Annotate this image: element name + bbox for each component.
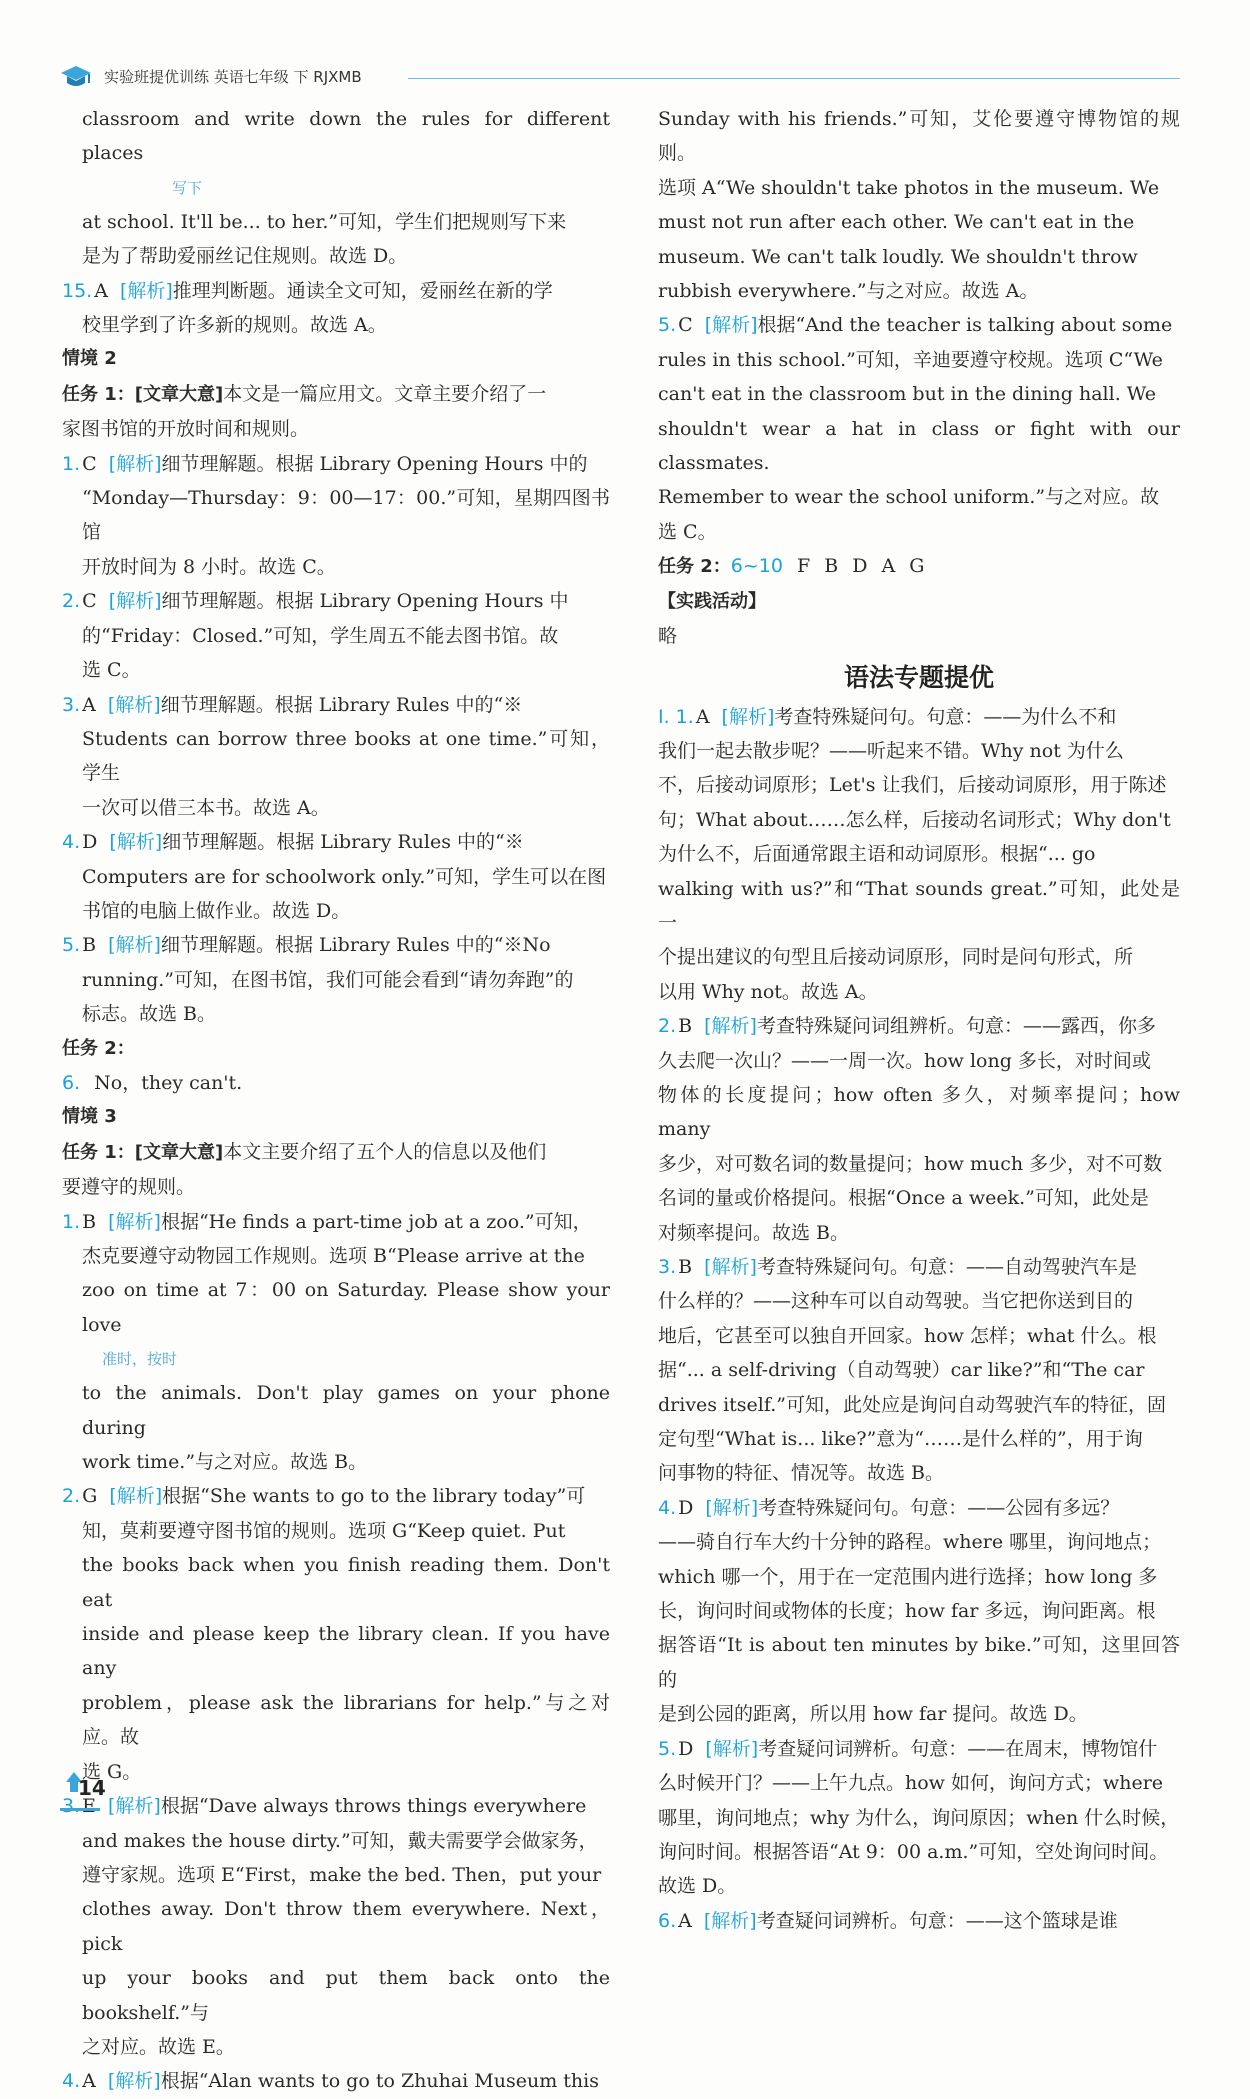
item-number: 3. [62,1795,81,1818]
answer-item [62,825,610,859]
text-line: 杰克要遵守动物园工作规则。选项 B“Please arrive at the [82,1245,585,1267]
text-line: 名词的量或价格提问。根据“Once a week.”可知，此处是 [658,1187,1149,1210]
text-line: 据答语“It is about ten minutes by bike.”可知，这里回答的 [658,1634,1180,1691]
text-line: inside and please keep the library clean. If you have any [82,1623,610,1680]
text-line: 不，后接动词原形；Let's 让我们，后接动词原形，用于陈述 [658,774,1167,797]
text-line: 询问时间。根据答语“At 9：00 a.m.”可知，空处询问时间。 [658,1840,1169,1863]
answer-item [62,1479,610,1513]
text-line: up your books and put them back onto the bookshelf.”与 [82,1967,610,2024]
section-heading: 任务 2： [62,1037,135,1059]
analysis-tag: [解析] [108,590,162,613]
item-answer: C [82,452,97,475]
right-column [658,102,1180,1938]
text-line: Remember to wear the school uniform.”与之对应。故 [658,486,1160,509]
page-header [60,62,1180,92]
item-number: 2. [658,1015,677,1038]
answer-item [62,447,610,481]
item-answer: G [82,1485,98,1508]
item-number: 2. [62,590,81,613]
text-line: shouldn't wear a hat in class or fight with our classmates. [658,417,1180,475]
item-text: 细节理解题。根据 Library Rules 中的“※No [160,934,551,957]
answer-item [62,1066,610,1100]
item-answer: C [82,590,97,613]
text-line: 长，询问时间或物体的长度；how far 多远，询问距离。根 [658,1600,1156,1623]
item-number: 6. [658,1909,677,1932]
text-line: the books back when you finish reading them. Don't eat [82,1554,610,1611]
item-text: 推理判断题。通读全文可知，爱丽丝在新的学 [172,279,553,302]
text-line: 家图书馆的开放时间和规则。 [62,418,310,441]
item-text: 细节理解题。根据 Library Rules 中的“※ [162,831,524,854]
section-heading: 情境 3 [62,1106,117,1128]
text-line: 选 G。 [82,1760,142,1783]
item-answer: B [678,1256,693,1278]
answer-item [658,700,1180,734]
analysis-tag: [解析] [704,1256,757,1278]
text-line: 略 [658,625,678,648]
text-line: 选 C。 [82,659,141,682]
item-number: 2. [62,1485,81,1508]
text-line: 以用 Why not。故选 A。 [658,980,878,1003]
text-line: 久去爬一次山？——一周一次。how long 多长，对时间或 [658,1049,1151,1072]
analysis-tag: [解析] [107,2070,161,2093]
item-text: 根据“And the teacher is talking about some [757,314,1173,337]
task-line [62,377,610,412]
analysis-tag: [解析] [705,1496,759,1519]
task-text: 本文主要介绍了五个人的信息以及他们 [223,1140,547,1163]
answer-item [62,928,610,962]
item-text: 考查疑问词辨析。句意：——这个篮球是谁 [756,1909,1118,1932]
item-number: 6. [62,1071,81,1094]
item-number: 5. [658,314,677,337]
answer-item [62,1789,610,1823]
analysis-tag: [解析] [108,1795,161,1818]
answer-item [62,2064,610,2098]
item-answer: A [82,693,96,716]
analysis-tag: [解析] [108,934,161,957]
item-text: 考查特殊疑问词组辨析。句意：——露西，你多 [756,1015,1156,1038]
text-line: 个提出建议的句型且后接动词原形，同时是问句形式，所 [658,946,1134,969]
text-line: 哪里，询问地点；why 为什么，询问原因；when 什么时候， [658,1806,1180,1829]
text-line: clothes away. Don't throw them everywhere. Next，pick [82,1898,610,1955]
text-line: zoo on time at 7：00 on Saturday. Please show your love [82,1279,610,1336]
handwritten-note: 准时，按时 [102,1350,178,1369]
item-number: 3. [658,1256,677,1278]
item-number: 5. [62,934,81,957]
item-answer: A [695,705,710,728]
analysis-tag: [解析] [108,452,162,475]
text-line: 问事物的特征、情况等。故选 B。 [658,1462,945,1485]
item-number: 4. [62,831,81,854]
text-line: work time.”与之对应。故选 B。 [82,1451,368,1474]
text-line: and makes the house dirty.”可知，戴夫需要学会做家务， [82,1829,598,1852]
text-line: ——骑自行车大约十分钟的路程。where 哪里，询问地点； [658,1531,1162,1554]
item-text: 考查特殊疑问句。句意：——为什么不和 [774,705,1117,728]
item-answer: A [82,2070,96,2093]
text-line: 据“... a self-driving（自动驾驶）car like?”和“The car [658,1359,1145,1382]
text-line: 对频率提问。故选 B。 [658,1221,850,1244]
item-text: 根据“She wants to go to the library today”可 [162,1485,586,1508]
text-line: at school. It'll be... to her.”可知，学生们把规则写下来 [82,210,567,233]
left-column [62,102,610,2099]
answer-item [658,1009,1180,1043]
text-line: 标志。故选 B。 [82,1003,217,1026]
text-line: drives itself.”可知，此处应是询问自动驾驶汽车的特征，固 [658,1393,1166,1416]
item-answer: A [678,1909,692,1932]
page-number-underline [60,1808,100,1811]
task-text: 本文是一篇应用文。文章主要介绍了一 [223,382,547,405]
answer-item [62,274,610,308]
text-line: 校里学到了许多新的规则。故选 A。 [82,314,387,337]
item-text: 考查特殊疑问句。句意：——自动驾驶汽车是 [756,1256,1137,1278]
text-line: running.”可知，在图书馆，我们可能会看到“请勿奔跑”的 [82,968,574,991]
task-subheading: [文章大意] [134,383,224,405]
item-text: 细节理解题。根据 Library Opening Hours 中 [161,590,569,613]
text-line: Sunday with his friends.”可知，艾伦要遵守博物馆的规则。 [658,108,1180,165]
task-line [658,549,1180,584]
analysis-tag: [解析] [108,1210,161,1233]
item-text: No，they can't. [94,1071,243,1094]
section-heading: 【实践活动】 [658,590,766,612]
item-number: 5. [658,1737,677,1760]
item-text: 根据“He finds a part-time job at a zoo.”可知， [160,1210,592,1233]
page-number: 14 [78,1776,106,1800]
answer-item [62,1205,610,1239]
item-answer: B [82,1210,97,1233]
item-answer: D [678,1737,694,1760]
text-line: 我们一起去散步呢？——听起来不错。Why not 为什么 [658,739,1124,762]
task-label: 任务 1： [62,383,135,405]
item-text: 根据“Dave always throws things everywhere [160,1795,587,1818]
item-answer: D [678,1496,694,1519]
answer-item [62,688,610,722]
text-line: “Monday—Thursday：9：00—17：00.”可知，星期四图书馆 [82,487,610,544]
text-line: museum. We can't talk loudly. We shouldn't throw [658,245,1138,268]
text-line: 定句型“What is... like?”意为“……是什么样的”，用于询 [658,1428,1143,1451]
section-title: 语法专题提优 [843,662,994,692]
task-label: 任务 2： [658,556,731,578]
text-line: which 哪一个，用于在一定范围内进行选择；how long 多 [658,1565,1158,1588]
text-line: classroom and write down the rules for different places [82,108,610,165]
text-line: 书馆的电脑上做作业。故选 D。 [82,899,351,922]
section-heading: 情境 2 [62,348,117,370]
task-line [62,1135,610,1170]
text-line: 要遵守的规则。 [62,1176,196,1199]
text-line: 地后，它甚至可以独自开回家。how 怎样；what 什么。根 [658,1324,1157,1347]
item-answer: B [82,934,97,957]
text-line: 知，莫莉要遵守图书馆的规则。选项 G“Keep quiet. Put [82,1519,566,1542]
text-line: 遵守家规。选项 E“First，make the bed. Then，put your [82,1863,602,1886]
item-number: 4. [62,2070,81,2093]
answer-item [658,1250,1180,1284]
task-label: 任务 1： [62,1141,135,1163]
answer-item [658,1904,1180,1938]
text-line: rules in this school.”可知，辛迪要遵守校规。选项 C“We [658,348,1163,371]
handwritten-note: 写下 [172,178,203,197]
text-line: 么时候开门？——上午九点。how 如何，询问方式；where [658,1772,1164,1795]
text-line: 句；What about……怎么样，后接动名词形式；Why don't [658,808,1171,831]
answer-item [658,1491,1180,1525]
item-text: 考查特殊疑问句。句意：——公园有多远？ [758,1496,1120,1519]
text-line: problem，please ask the librarians for help.”与之对应。故 [82,1691,610,1749]
item-text: 细节理解题。根据 Library Opening Hours 中的 [161,452,588,475]
header-divider [408,78,1180,79]
text-line: 开放时间为 8 小时。故选 C。 [82,555,336,578]
text-line: 之对应。故选 E。 [82,2035,235,2058]
text-line: 是为了帮助爱丽丝记住规则。故选 D。 [82,245,408,268]
text-line: 物体的长度提问；how often 多久，对频率提问；how many [658,1083,1180,1141]
item-number: 1. [62,1210,81,1233]
text-line: 选 C。 [658,520,717,543]
analysis-tag: [解析] [721,705,775,728]
item-text: 考查疑问词辨析。句意：——在周末，博物馆什 [758,1737,1158,1760]
analysis-tag: [解析] [107,693,161,716]
answer-item [62,584,610,618]
analysis-tag: [解析] [109,831,163,854]
text-line: 什么样的？——这种车可以自动驾驶。当它把你送到目的 [658,1290,1134,1313]
answer-item [658,308,1180,342]
text-line: to the animals. Don't play games on your phone during [82,1382,610,1439]
answer-item [658,1732,1180,1766]
item-answer: E [82,1795,97,1818]
item-number: 1. [62,452,81,475]
text-line: rubbish everywhere.”与之对应。故选 A。 [658,280,1039,303]
answer-range: 6~10 [730,555,783,578]
analysis-tag: [解析] [119,279,173,302]
text-line: Computers are for schoolwork only.”可知，学生可以在图 [82,865,607,888]
text-line: can't eat in the classroom but in the dining hall. We [658,383,1157,406]
task-subheading: [文章大意] [134,1141,224,1163]
text-line: Students can borrow three books at one time.”可知，学生 [82,727,610,785]
item-answer: D [82,831,98,854]
text-line: walking with us?”和“That sounds great.”可知，此处是一 [658,877,1180,934]
analysis-tag: [解析] [705,1737,759,1760]
text-line: 故选 D。 [658,1875,737,1898]
text-line: must not run after each other. We can't eat in the [658,211,1135,234]
item-answer: C [678,314,693,337]
graduation-cap-icon [60,64,92,90]
item-answer: A [94,279,108,302]
item-text: 细节理解题。根据 Library Rules 中的“※ [160,693,523,716]
item-answer: B [678,1015,693,1038]
item-number: 4. [658,1496,677,1519]
item-number: 3. [62,693,81,716]
text-line: 一次可以借三本书。故选 A。 [82,796,330,819]
analysis-tag: [解析] [109,1485,163,1508]
answer-text: F B D A G [796,555,929,578]
text-line: 选项 A“We shouldn't take photos in the museum. We [658,176,1160,199]
item-number: Ⅰ. 1. [658,705,694,728]
text-line: 为什么不，后面通常跟主语和动词原形。根据“... go [658,843,1096,866]
text-line: 的“Friday：Closed.”可知，学生周五不能去图书馆。故 [82,624,559,647]
text-line: 是到公园的距离，所以用 how far 提问。故选 D。 [658,1703,1088,1726]
item-number: 15. [62,279,93,302]
text-line: 多少，对可数名词的数量提问；how much 多少，对不可数 [658,1152,1163,1175]
analysis-tag: [解析] [704,1015,757,1038]
analysis-tag: [解析] [703,1909,757,1932]
analysis-tag: [解析] [704,314,758,337]
item-text: 根据“Alan wants to go to Zhuhai Museum this [160,2070,599,2093]
header-title: 实验班提优训练 英语七年级 下 RJXMB [104,68,362,86]
